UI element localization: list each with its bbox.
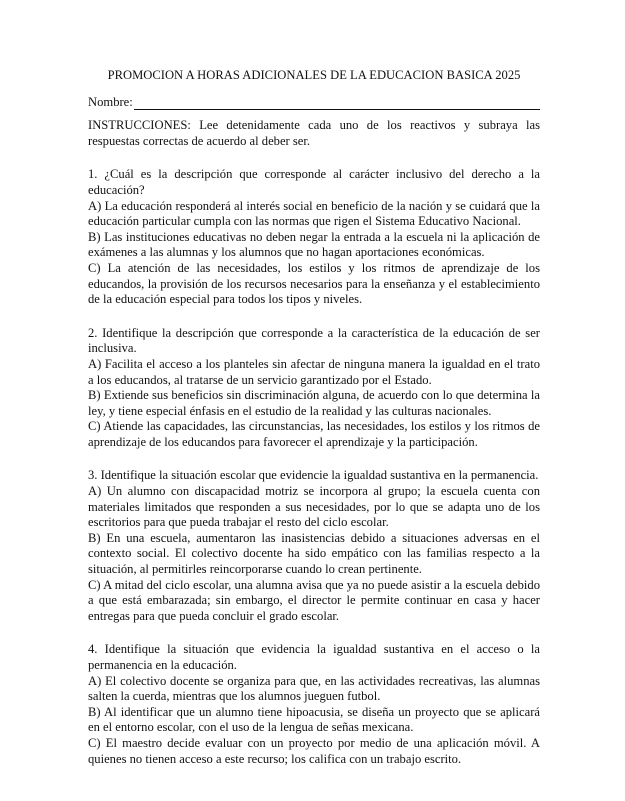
name-underline[interactable] — [134, 96, 540, 110]
instructions: INSTRUCCIONES: Lee detenidamente cada uno de los reactivos y subraya las respuestas correctas de acuerdo al deber ser. — [88, 118, 540, 148]
question-text: 3. Identifique la situación escolar que evidencie la igualdad sustantiva en la permanencia. — [88, 468, 539, 483]
option-c[interactable]: C) El maestro decide evaluar con un proyecto por medio de una aplicación móvil. A quienes no tienen acceso a este recurso; los califica con un trabajo escrito. — [88, 735, 540, 766]
question-3 — [88, 468, 540, 624]
option-c[interactable]: C) La atención de las necesidades, los estilos y los ritmos de aprendizaje de los educandos, la provisión de los recursos necesarios para la enseñanza y el establecimiento de la educación especial para todos los tipos y niveles. — [88, 260, 540, 307]
option-a[interactable]: A) Facilita el acceso a los planteles sin afectar de ninguna manera la igualdad en el trato a los educandos, al tratarse de un servicio garantizado por el Estado. — [88, 356, 540, 387]
question-text: 2. Identifique la descripción que corresponde a la característica de la educación de ser inclusiva. — [88, 325, 540, 356]
question-2 — [88, 326, 540, 451]
option-b[interactable]: B) En una escuela, aumentaron las inasistencias debido a situaciones adversas en el contexto social. El colectivo docente ha sido empático con las familias respecto a la situación, al permitirles reincorporarse cuando lo crean pertinente. — [88, 530, 540, 577]
option-a[interactable]: A) La educación responderá al interés social en beneficio de la nación y se cuidará que la educación particular cumpla con las normas que rigen el Sistema Educativo Nacional. — [88, 198, 540, 229]
document-title: PROMOCION A HORAS ADICIONALES DE LA EDUCACION BASICA 2025 — [107, 68, 521, 82]
question-text: 1. ¿Cuál es la descripción que corresponde al carácter inclusivo del derecho a la educación? — [88, 167, 540, 197]
option-b[interactable]: B) Las instituciones educativas no deben negar la entrada a la escuela ni la aplicación de exámenes a las alumnas y los alumnos que no hagan aportaciones económicas. — [88, 229, 540, 260]
option-b[interactable]: B) Extiende sus beneficios sin discriminación alguna, de acuerdo con lo que determina la ley, y tiene especial énfasis en el estudio de la realidad y las culturas nacionales. — [88, 388, 540, 418]
question-1 — [88, 167, 540, 307]
name-field[interactable] — [88, 95, 540, 111]
name-label: Nombre: — [88, 94, 133, 109]
question-text: 4. Identifique la situación que evidencia la igualdad sustantiva en el acceso o la permanencia en la educación. — [88, 642, 540, 672]
option-c[interactable]: C) A mitad del ciclo escolar, una alumna avisa que ya no puede asistir a la escuela debido a que está embarazada; sin embargo, el director le permite continuar en casa y hacer entregas para que pueda concluir el grado escolar. — [88, 577, 540, 623]
option-c[interactable]: C) Atiende las capacidades, las circunstancias, las necesidades, los estilos y los ritmos de aprendizaje de los educandos para favorecer el aprendizaje y la participación. — [88, 419, 540, 449]
question-4 — [88, 642, 540, 767]
option-a[interactable]: A) El colectivo docente se organiza para que, en las actividades recreativas, las alumnas salten la cuerda, mientras que los alumnos jueguen futbol. — [88, 673, 540, 704]
option-a[interactable]: A) Un alumno con discapacidad motriz se incorpora al grupo; la escuela cuenta con materiales limitados que responden a sus necesidades, por lo que se adapta uno de los escritorios para que pueda trabajar el resto del ciclo escolar. — [88, 484, 540, 530]
document-page — [88, 68, 540, 785]
option-b[interactable]: B) Al identificar que un alumno tiene hipoacusia, se diseña un proyecto que se aplicará en el entorno escolar, con el uso de la lengua de señas mexicana. — [88, 704, 540, 735]
